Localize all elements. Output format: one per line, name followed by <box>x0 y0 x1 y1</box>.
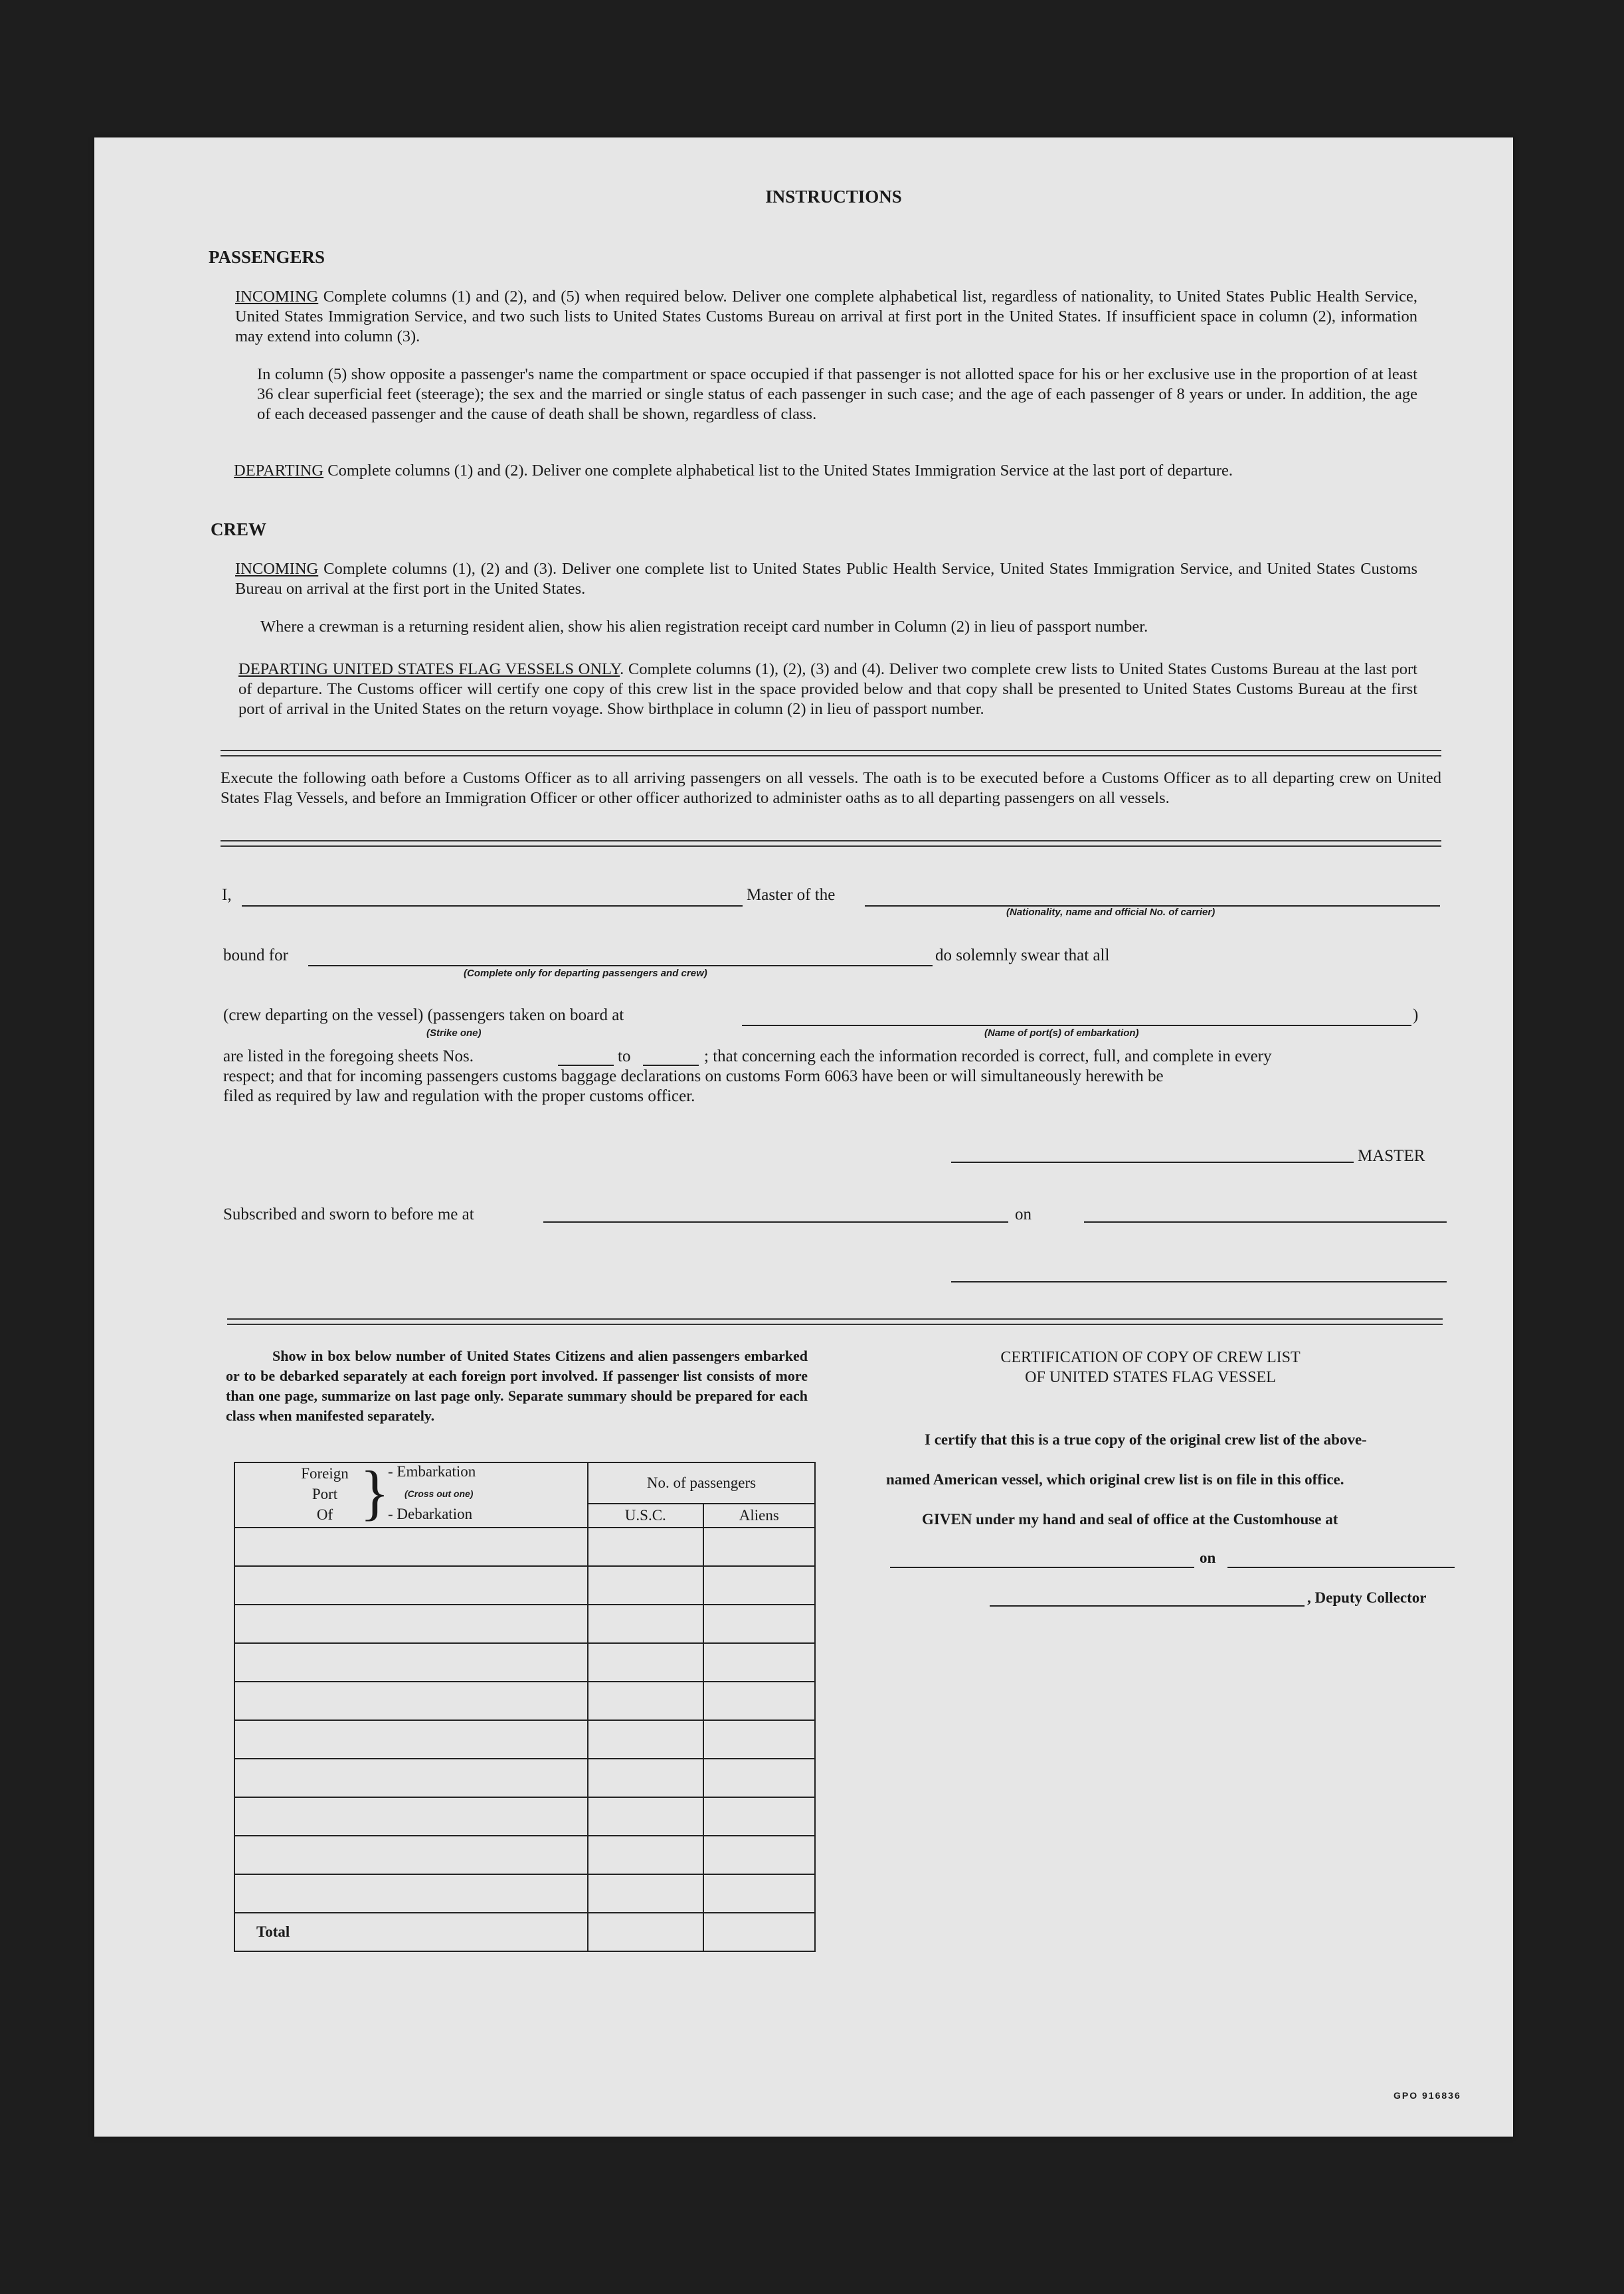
debarkation-label: - Debarkation <box>388 1506 473 1522</box>
aliens-cell[interactable] <box>703 1836 815 1874</box>
aliens-cell[interactable] <box>703 1874 815 1913</box>
usc-cell[interactable] <box>588 1720 703 1759</box>
aliens-cell[interactable] <box>703 1528 815 1566</box>
departing-flag-text: . Complete columns (1), (2), (3) and (4). Deliver two complete crew lists to United States Customs Bureau at the last port of departure. The Customs officer will certify one copy of this crew list in the space provided below and that copy shall be presented to United States Customs Bureau at the first port of arrival in the United States on the return voyage. Show birthplace in column (2) in lieu of passport number. <box>238 660 1417 718</box>
crew-incoming-text: Complete columns (1), (2) and (3). Deliver one complete list to United States Public Health Service, United States Immigration Service, and United States Customs Bureau on arrival at the first port in the United States. <box>235 560 1417 598</box>
swear-label: do solemnly swear that all <box>935 946 1110 964</box>
summary-instructions: Show in box below number of United States Citizens and alien passengers embarked or to be debarked separately at each foreign port involved. If passenger list consists of more than one page, summarize on last page only. Separate summary should be prepared for each class when manifested separately. <box>226 1348 808 1424</box>
port-cell[interactable] <box>234 1566 588 1605</box>
sheet-from-field[interactable] <box>558 1065 614 1066</box>
brace-icon: } <box>360 1458 390 1526</box>
total-label: Total <box>234 1913 588 1951</box>
listed-sheets-label: are listed in the foregoing sheets Nos. <box>223 1047 474 1065</box>
listed-text-3: filed as required by law and regulation with the proper customs officer. <box>223 1087 695 1105</box>
incoming-text: Complete columns (1) and (2), and (5) when required below. Deliver one complete alphabetical list, regardless of nationality, to United States Public Health Service, United States Immigration Service, and two such lists to United States Customs Bureau on arrival at first port in the United States. If insufficient space in column (2), information may extend into column (3). <box>235 288 1417 345</box>
aliens-header: Aliens <box>703 1504 815 1528</box>
listed-text-1: ; that concerning each the information recorded is correct, full, and complete in every <box>704 1047 1272 1065</box>
deputy-collector-label: , Deputy Collector <box>1307 1589 1427 1606</box>
master-label: MASTER <box>1358 1147 1425 1165</box>
table-row <box>234 1528 815 1566</box>
strike-caption: (Strike one) <box>426 1027 482 1039</box>
port-cell[interactable] <box>234 1759 588 1797</box>
divider <box>221 840 1441 847</box>
divider <box>221 750 1441 756</box>
usc-cell[interactable] <box>588 1566 703 1605</box>
port-line-port: Port <box>312 1486 338 1502</box>
page-title: INSTRUCTIONS <box>765 187 902 207</box>
usc-cell[interactable] <box>588 1528 703 1566</box>
departing-text: Complete columns (1) and (2). Deliver one complete alphabetical list to the United States Immigration Service at the last port of departure. <box>323 462 1233 480</box>
bound-for-field[interactable] <box>308 965 933 966</box>
usc-cell[interactable] <box>588 1682 703 1720</box>
departing-flag-label: DEPARTING UNITED STATES FLAG VESSELS ONLY <box>238 660 620 678</box>
sworn-date-field[interactable] <box>1084 1221 1447 1223</box>
table-row <box>234 1797 815 1836</box>
sheet-to-field[interactable] <box>643 1065 699 1066</box>
sworn-place-field[interactable] <box>543 1221 1008 1223</box>
officer-signature-field[interactable] <box>951 1281 1447 1282</box>
master-of-label: Master of the <box>747 886 836 904</box>
passenger-summary-table <box>234 1458 816 1952</box>
subscribed-label: Subscribed and sworn to before me at <box>223 1205 474 1223</box>
customhouse-field[interactable] <box>890 1567 1194 1568</box>
port-cell[interactable] <box>234 1720 588 1759</box>
master-signature-field[interactable] <box>951 1162 1354 1163</box>
usc-cell[interactable] <box>588 1797 703 1836</box>
certification-title-line-1: CERTIFICATION OF COPY OF CREW LIST <box>1000 1349 1301 1366</box>
table-row <box>234 1682 815 1720</box>
aliens-cell[interactable] <box>703 1605 815 1643</box>
listed-to-label: to <box>618 1047 631 1065</box>
bound-for-caption: (Complete only for departing passengers and crew) <box>464 968 707 979</box>
cert-date-field[interactable] <box>1227 1567 1455 1568</box>
table-row <box>234 1566 815 1605</box>
total-usc-cell[interactable] <box>588 1913 703 1951</box>
embarkation-label: - Embarkation <box>388 1463 476 1480</box>
aliens-cell[interactable] <box>703 1759 815 1797</box>
crew-incoming-label: INCOMING <box>235 560 319 578</box>
crew-heading: CREW <box>211 519 267 539</box>
passengers-departing-instruction <box>234 461 1417 481</box>
gpo-number: GPO 916836 <box>1394 2090 1461 2101</box>
carrier-caption: (Nationality, name and official No. of carrier) <box>1006 907 1216 918</box>
oath-i-label: I, <box>222 886 232 904</box>
listed-text-2: respect; and that for incoming passengers customs baggage declarations on customs Form 6063 have been or will simultaneously herewith be <box>223 1067 1164 1085</box>
port-cell[interactable] <box>234 1643 588 1682</box>
aliens-cell[interactable] <box>703 1797 815 1836</box>
port-cell[interactable] <box>234 1797 588 1836</box>
master-name-field[interactable] <box>242 905 743 907</box>
usc-cell[interactable] <box>588 1605 703 1643</box>
aliens-cell[interactable] <box>703 1566 815 1605</box>
form-sheet <box>94 137 1513 2137</box>
deputy-signature-field[interactable] <box>990 1605 1305 1607</box>
incoming-label: INCOMING <box>235 288 319 306</box>
table-row <box>234 1605 815 1643</box>
certification-title <box>918 1348 1383 1387</box>
table-row <box>234 1836 815 1874</box>
aliens-cell[interactable] <box>703 1720 815 1759</box>
crew-resident-alien-instruction: Where a crewman is a returning resident alien, show his alien registration receipt card number in Column (2) in lieu of passport number. <box>260 618 1148 636</box>
port-line-foreign: Foreign <box>301 1465 349 1482</box>
embarkation-port-field[interactable] <box>742 1025 1411 1026</box>
cert-on-label: on <box>1200 1549 1216 1566</box>
usc-cell[interactable] <box>588 1759 703 1797</box>
table-row <box>234 1874 815 1913</box>
crew-departing-flag-instruction <box>238 660 1417 719</box>
passengers-column5-instruction: In column (5) show opposite a passenger's name the compartment or space occupied if that passenger is not allotted space for his or her exclusive use in the proportion of at least 36 clear superficial feet (steerage); the sex and the married or single status of each passenger in such case; and the age of each passenger of 8 years or under. In addition, the age of each deceased passenger and the cause of death shall be shown, regardless of class. <box>257 365 1417 423</box>
no-passengers-header: No. of passengers <box>588 1462 815 1504</box>
divider <box>227 1318 1443 1325</box>
passengers-incoming-instruction <box>235 287 1417 347</box>
port-header <box>234 1458 588 1528</box>
table-row <box>234 1759 815 1797</box>
passengers-heading: PASSENGERS <box>209 247 325 267</box>
certify-text-2: named American vessel, which original crew list is on file in this office. <box>886 1471 1344 1488</box>
aliens-cell[interactable] <box>703 1643 815 1682</box>
port-caption: (Name of port(s) of embarkation) <box>984 1027 1139 1039</box>
table-row <box>234 1720 815 1759</box>
cross-out-caption: (Cross out one) <box>405 1488 474 1499</box>
certification-title-line-2: OF UNITED STATES FLAG VESSEL <box>1025 1369 1276 1386</box>
departing-label: DEPARTING <box>234 462 324 480</box>
usc-cell[interactable] <box>588 1874 703 1913</box>
port-cell[interactable] <box>234 1605 588 1643</box>
crew-passengers-label: (crew departing on the vessel) (passengers taken on board at <box>223 1006 624 1024</box>
oath-intro: Execute the following oath before a Customs Officer as to all arriving passengers on all vessels. The oath is to be executed before a Customs Officer as to all departing crew on United States Flag Vessels, and before an Immigration Officer or other officer authorized to administer oaths as to all departing passengers on all vessels. <box>221 769 1441 807</box>
usc-cell[interactable] <box>588 1643 703 1682</box>
crew-incoming-instruction <box>235 559 1417 599</box>
total-row <box>234 1913 815 1951</box>
port-cell[interactable] <box>234 1874 588 1913</box>
sworn-on-label: on <box>1015 1205 1032 1223</box>
port-cell[interactable] <box>234 1836 588 1874</box>
port-line-of: Of <box>316 1506 333 1523</box>
usc-header: U.S.C. <box>588 1504 703 1528</box>
port-cell[interactable] <box>234 1528 588 1566</box>
table-row <box>234 1643 815 1682</box>
bound-for-label: bound for <box>223 946 288 964</box>
aliens-cell[interactable] <box>703 1682 815 1720</box>
close-paren: ) <box>1413 1006 1419 1024</box>
total-aliens-cell[interactable] <box>703 1913 815 1951</box>
port-cell[interactable] <box>234 1682 588 1720</box>
given-text: GIVEN under my hand and seal of office at the Customhouse at <box>922 1511 1338 1528</box>
usc-cell[interactable] <box>588 1836 703 1874</box>
certify-text-1: I certify that this is a true copy of the original crew list of the above- <box>925 1431 1367 1448</box>
